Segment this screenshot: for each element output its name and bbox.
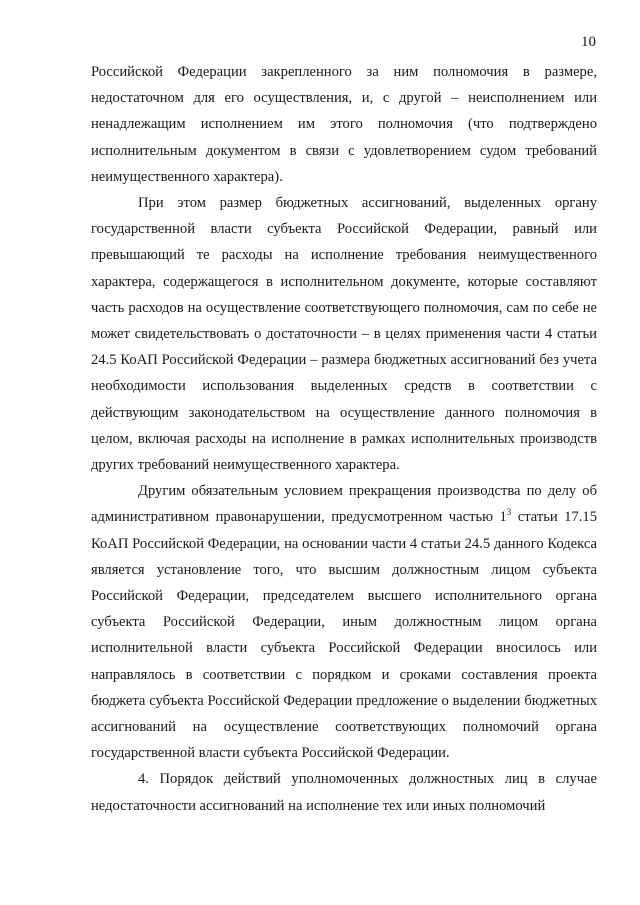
paragraph-termination-condition [91,478,597,766]
paragraph-budget-allocation: При этом размер бюджетных ассигнований, выделенных органу государственной власти субъекта Российской Федерации, равный или превышающий те расходы на исполнение требования неимущественного характера, содержащегося в исполнительном документе, которые составляют часть расходов на осуществление соответствующего полномочия, сам по себе не может свидетельствовать о достаточности – в целях применения части 4 статьи 24.5 КоАП Российской Федерации – размера бюджетных ассигнований без учета необходимости использования выделенных средств в соответствии с действующим законодательством на осуществление данного полномочия в целом, включая расходы на исполнение в рамках исполнительных производств других требований неимущественного характера. [91,195,597,474]
paragraph-section-4: 4. Порядок действий уполномоченных должностных лиц в случае недостаточности ассигнований на исполнение тех или иных полномочий [91,771,597,814]
paragraph-text-after: статьи 17.15 КоАП Российской Федерации, на основании части 4 статьи 24.5 данного Кодекса является установление того, что высшим должностным лицом субъекта Российской Федерации, председателем высшего исполнительного органа субъекта Российской Федерации, иным должностным лицом органа исполнительной власти субъекта Российской Федерации вносилось или направлялось в соответствии с порядком и сроками составления проекта бюджета субъекта Российской Федерации предложение о выделении бюджетных ассигнований на осуществление соответствующих полномочий органа государственной власти субъекта Российской Федерации. [91,509,597,762]
superscript-marker: 3 [506,507,512,518]
document-body [91,59,597,819]
page-number: 10 [581,34,596,50]
paragraph-continuation: Российской Федерации закрепленного за ним полномочия в размере, недостаточном для его осуществления, и, с другой – неисполнением или ненадлежащим исполнением им этого полномочия (что подтверждено исполнительным документом в связи с удовлетворением судом требований неимущественного характера). [91,64,597,185]
paragraph-text-before: Другим обязательным условием прекращения производства по делу об административном правонарушении, предусмотренном частью 1 [91,483,597,526]
